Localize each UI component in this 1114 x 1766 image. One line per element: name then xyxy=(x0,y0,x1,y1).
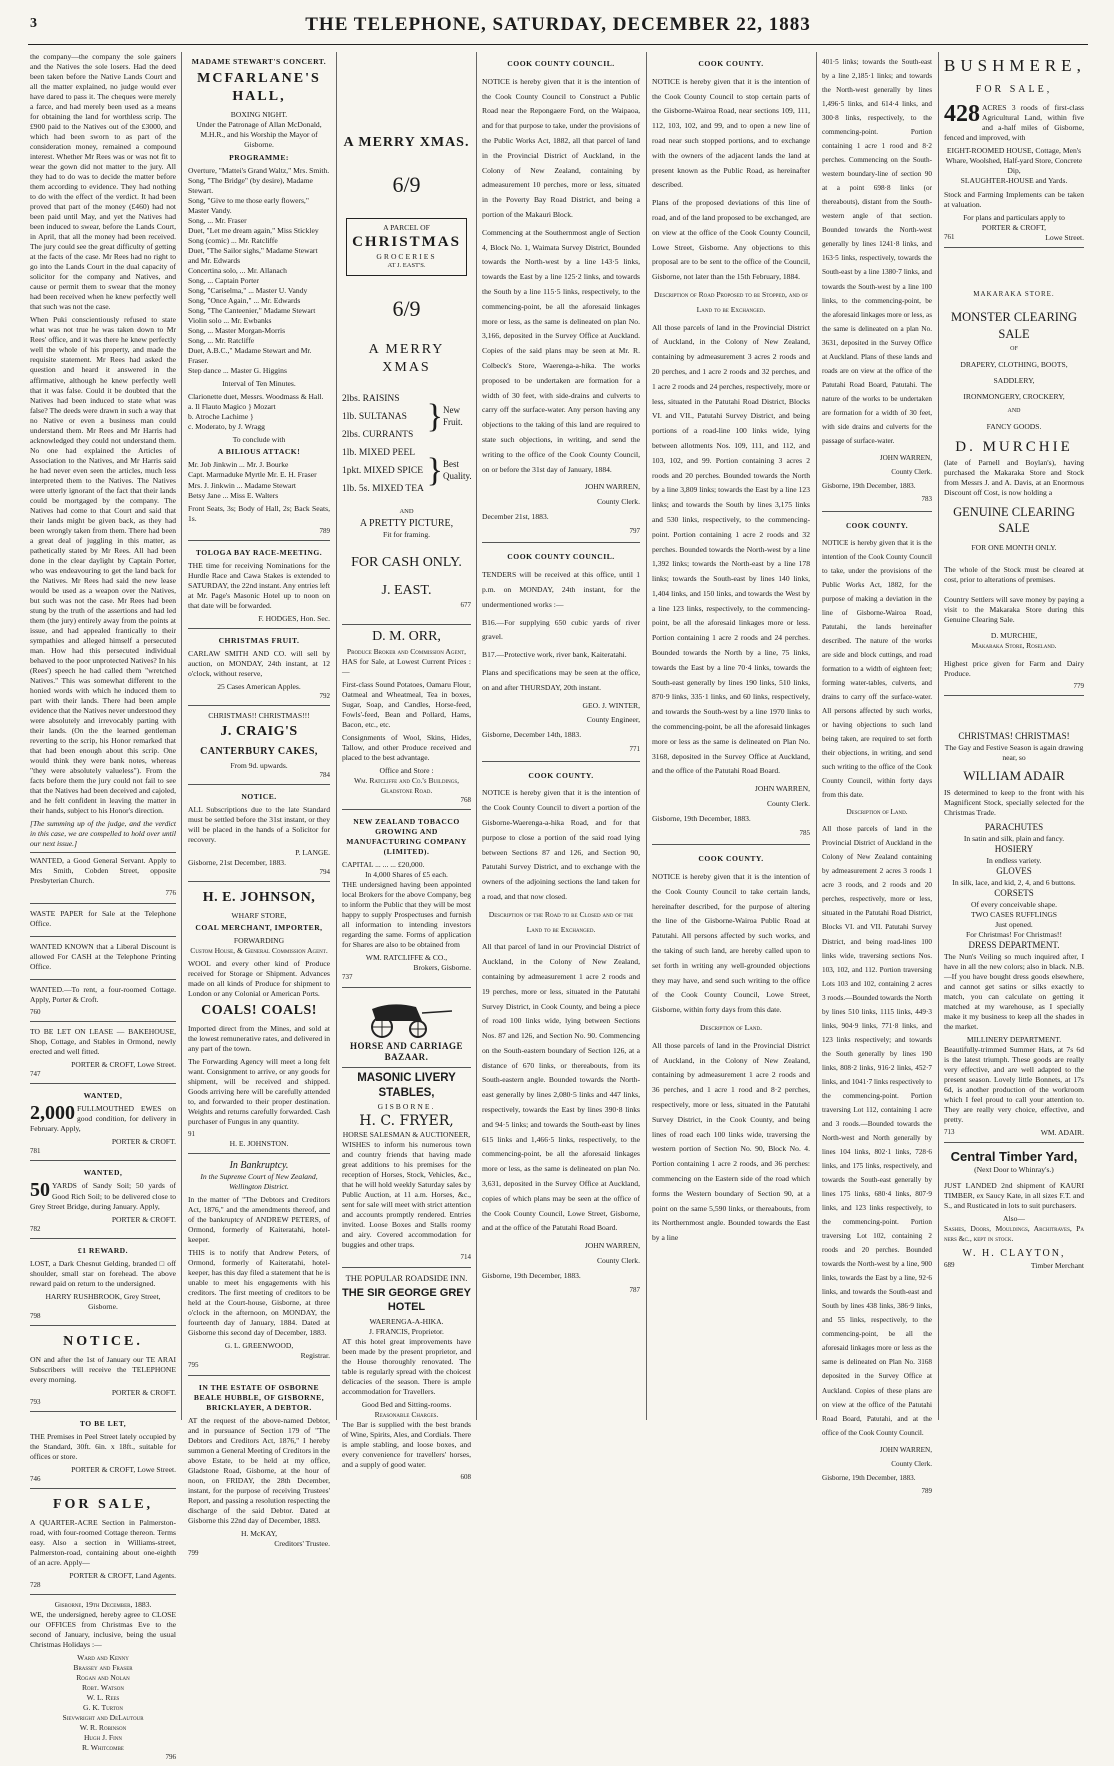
ad-races: TOLOGA BAY RACE-MEETING. THE time for receiving Nominations for the Hurdle Race and Cawa Stakes is extended to SATURDAY, the 22nd instant. Any entries left at Mr. Page's Masonic Hotel up to noon on that date will be forwarded. F. HODGES, Hon. Sec. xyxy=(188,543,330,629)
article-paragraph: When Puki conscientiously refused to state what was not true he was taken down to Mr Rees' office, and it was there he knew perfectly well the whole of his property, and made the requisite statement. Mr Rees had asked the question and heard it answered in the affirmative, although he knew perfectly well that it was false. Could it be doubted that the Natives had been induced to state what was false? The deeds were drawn in such a way that no Native or even a business man could understand them. Mr Rees and Mr Harris had acknowledged they could not understand them. No one had explained the Articles of Association to the Natives, and Mr Harris said he had never even seen the articles, much less interpreted them to the Natives. The Natives were utterly ignorant of the fact that their lands could be mortgaged by the company. The Natives had come to that Court and said that their lands might be given back, as they had been wrongly taken from them. There had been a great deal of juggling in this matter, as pathetically stated by Mr Rees. All had been done in the clear daylight by Captain Porter, who was endeavouring to get the land back for the Natives. Mr Rees had said the new lease would be used as a weapon over the Natives, but such was not the case. Mr Rees had been stung by the truth of the assertions and had led them (the jury) entirely away from the points at issue, and had appealed frantically to their sympathies and alleged himself a persecuted man. How had this persecuted individual behaved to the poor unprotected Natives? In his (Rees') speech he had called them "wretched Natives." This was somewhat different to the honied words with which he induced them to part with their lands. There had been ample evidence that the Natives never understood they were absolutely and irrevocably parting with their lands. (On the the learned gentleman reverting to the scrip, his Honor remarked that that had been enough about this scrip. One would think they were bank notes, whereas "they were absolutely valueless"). From the facts before them the jury could not fail to see that the Natives had been deceived and cajoled, and he felt confident in leaving the matter in their hands, subject to his Honor's direction. xyxy=(30,315,176,816)
ad-estate: IN THE ESTATE OF OSBORNE BEALE HUBBLE, OF GISBORNE, BRICKLAYER, A DEBTOR. AT the request of the above-named Debtor, and in pursuance of Section 179 of "The Debtors and Creditors Act, 1876," I hereby summon a General Meeting of Creditors in the above Estate, to be held at my office, Gladstone Road, Gisborne, at the hour of noon, on FRIDAY, the 28th December, instant, for the purpose of receiving Trustees' Report, and passing a resolution respecting the discharge of the said Debtor. Dated at Gisborne this 22nd day of December, 1883. H. McKAY, Creditors' Trustee. 799 xyxy=(188,1382,330,1557)
ad-johnson: H. E. JOHNSON, WHARF STORE, COAL MERCHANT, IMPORTER, FORWARDING Custom House, & General Commission Agent. WOOL and every other kind of Produce received for Storage or Shipment. Advances made on all kinds of Produce for shipment to London or any Colonial or American Ports. COALS! COALS! Imported direct from the Mines, and sold at the lowest remunerative rates, and delivered in any part of the town. The Forwarding Agency will meet a long felt want. Consignment to arrive, or any goods for shipment, will be received and shipped. Goods arriving here will be carefully attended to, and forwarded to their proper destination. Weights and returns carefully forwarded. Cash purchaser of Fungus in any quantity. 91 H. E. JOHNSTON. xyxy=(188,884,330,1153)
column-4 xyxy=(478,52,644,1420)
article-paragraph: the company—the company the sole gainers and the Natives the sole losers. Had the deed been taken before the Native Lands Court and all the matter explained, no judge would ever have dared to pass it. The cheques were merely a farce, and had merely been used as a means for obtaining the land for worthless scrip. The £900 paid to the Natives out of the £3000, and which had been sworn to as part of the consideration money, remained a compound interest. Whether Mr Rees was or was not fit to wear the gown did not matter to the jury. All they had to do was to decide the matter before them according to evidence. They had nothing to do with the effect of the verdict. It had been proved that part of the money (£460) had not been paid until May, and yet the Natives had been induced to swear, before the Lands Court, in April, that all the money had been received. The jury could see the great difficulty of getting at the facts of the case. Mr Rees had no right to go into the Lands Court in the dual capacity of solicitor for the company and Natives, and cause or permit them to swear that the money had been received when he knew perfectly well that such was not the case. xyxy=(30,52,176,312)
page-number: 3 xyxy=(30,16,37,31)
ad-fryer: HORSE AND CARRIAGE BAZAAR. MASONIC LIVERY STABLES, GISBORNE. H. C. FRYER, HORSE SALESMAN & AUCTIONEER, WISHES to inform his numerous town and country friends that having made great additions to his premises for the reception of Horses, Stock, Vehicles, &c., that he will hold weekly Saturday sales by Public Auction, at 11 a.m. Horses, &c., sent for sale will meet with strict attention and accounts promptly rendered. Entries invited. Loose Boxes and Stalls roomy and airy. Covered accommodation for buggies and other traps. 714 xyxy=(342,990,471,1268)
ad-notice-lange: NOTICE. ALL Subscriptions due to the late Standard must be settled before the 31st instant, or they will be placed in the hands of a Solicitor for recovery. P. LANGE. Gisborne, 21st December, 1883. 794 xyxy=(188,787,330,882)
grocery-list-a: 2lbs. RAISINS 1lb. SULTANAS 2lbs. CURRANTS } New Fruit. xyxy=(342,393,463,440)
ad-discount: WANTED KNOWN that a Liberal Discount is allowed For CASH at the Telephone Printing Office. xyxy=(30,939,176,980)
notice-road-closure: COOK COUNTY. NOTICE is hereby given that it is the intention of the Cook County Council to divert a portion of the Gisborne-Waerenga-a-hika Road, and for that purpose to close a portion of the said road lying between Sections 87 and 126, and Section 90, Patutahi Survey District, and to exchange with the owners of the adjoining sections the land taken for a road, and that now closed. Description of the Road to be Closed and of the Land to be Exchanged. All that parcel of land in our Provincial District of Auckland, in the Colony of New Zealand, containing by admeasurement 1 acre 2 roods and 19 perches, more or less, situated in the Patutahi Survey District, in Cook County, and being a piece of road 100 links wide, lying between Sections Nos. 87 and 126, and Section No. 90. Commencing on the South-eastern boundary of Section 126, at a distance of 670 links, or thereabouts, from its South-eastern angle. Bounded towards the North-east generally by lines 2,080·5 links and 447 links, respectively, towards the East by lines 390·8 links and 94·5 links; and towards the South-east by lines 615 links and 1,466·5 links, respectively, to the commencing-point, be all the aforesaid linkages more or less, as the same is delineated on plan No. 3,631, deposited in the Survey Office at Auckland, copies of which plans may be seen at the office of the Cook County Council, Lowe Street, Gisborne, and at the office of the Patutahi Road Board. JOHN WARREN, County Clerk. Gisborne, 19th December, 1883. 787 xyxy=(482,770,640,1294)
court-article xyxy=(30,52,176,849)
ad-timber: Central Timber Yard, (Next Door to Whinray's.) JUST LANDED 2nd shipment of KAURI TIMBER, ex Saucy Kate, in all sizes F.T. and S., and Rusticated in lots to suit purchasers. Also— Sashes, Doors, Mouldings, Architraves, Pa ners &c., kept in stock. W. H. CLAYTON, 689 Timber Merchant xyxy=(944,1149,1084,1270)
ad-east-groceries: A MERRY XMAS. 6/9 A PARCEL OF CHRISTMAS GROCERIES AT J. EAST'S. 6/9 A MERRY XMAS 2lbs. RAISINS 1lb. SULTANAS 2lbs. CURRANTS } New Fruit. 1lb. MIXED PEEL 1pkt. MIXED SPICE 1lb. 5s. MIXED TEA } Best Quality. AND A PRETTY PICTURE, Fit for framing. FOR CASH ONLY. J. EAST. 677 xyxy=(342,135,472,609)
notice-patutahi-road: COOK COUNTY. NOTICE is hereby given that it is the intention of the Cook County Council to take certain lands, hereinafter described, for the purpose of altering the line of the Gisborne-Wairoa Public Road at Patutahi. All persons affected by such works, and the taking of such land, are hereby called upon to set forth in writing any well-grounded objections they may have, and send such writing to the office of the Cook County Council, Lowe Street, Gisborne, within forty days from this date. Description of Land. All those parcels of land in the Provincial District of Auckland, in the Colony of New Zealand, containing by admeasurement 1 acre 2 roods and 36 perches, and 1 acre 1 rood and 8·2 perches, respectively, more or less, situated in the Patutahi Survey District, in the Cook County, and being lines of road each 100 links wide, traversing the western portion of Section No. 90, Block No. 4. Portion containing 1 acre 2 roods, and 36 perches: commencing on the Eastern side of the road which forms the Western boundary of Section 90, at a point on the same 5,590 links, or thereabouts, from its Northernmost angle. Bounded towards the East by a line xyxy=(652,854,810,1243)
notice-tenders: COOK COUNTY COUNCIL. TENDERS will be received at this office, until 1 p.m. on MONDAY, 24th instant, for the undermentioned works :— B16.—For supplying 650 cubic yards of river gravel. B17.—Protective work, river bank, Kaiteratahi. Plans and specifications may be seen at the office, on and after THURSDAY, 20th instant. GEO. J. WINTER, County Engineer, Gisborne, December 14th, 1883. 771 xyxy=(482,545,640,761)
notice-repongaere-road: COOK COUNTY COUNCIL. NOTICE is hereby given that it is the intention of the Cook County Council to Construct a Public Road near the Repongaere Ford, on the Waipaoa, and for that purpose to take, under the provisions of the Public Works Act, 1882, all that parcel of land in the Provincial District of Auckland, in the Colony of New Zealand, containing by admeasurement 10 perches, more or less, situated in the Poverty Bay Road District, and being a portion of the Makauri Block. Commencing at the Southernmost angle of Section 4, Block No. 1, Waimata Survey District, Bounded towards the North-west by a line 143·5 links, towards the East by a line 125·2 links, and towards the South by a line 115·5 links, respectively, to the commencing-point, be all the aforesaid linkages more or less, as the same is delineated on plan No. 3,166, deposited in the Survey Office at Auckland. Copies of the said plans may be seen at Mr. R. Colbeck's Store, Waerenga-a-hika. The works proposed to be undertaken are formation for a width of 30 feet, with side-drains and culverts to carry off the surface-water. Any person having any objections to the taking of this land are required to state such objections, in writing, and send the writing to the office of the Cook County Council, on or before the 31st day of January, 1884. JOHN WARREN, County Clerk. December 21st, 1883. 797 xyxy=(482,52,640,543)
column-7 xyxy=(940,52,1088,1420)
ad-cakes: CHRISTMAS!! CHRISTMAS!!! J. CRAIG'S CANTERBURY CAKES, From 9d. upwards. 784 xyxy=(188,708,330,785)
ad-grey-hotel: THE POPULAR ROADSIDE INN. THE SIR GEORGE GREY HOTEL WAERENGA-A-HIKA. J. FRANCIS, Proprietor. AT this hotel great improvements have been made by the present proprietor, and the House thoroughly renovated. The table is regularly spread with the choicest delicacies of the season. There is ample accommodation for Travellers. Good Bed and Sitting-rooms. Reasonable Charges. The Bar is supplied with the best brands of Wine, Spirits, Ales, and Cordials. There is ample stabling, and loose boxes, and every convenience for travellers' horses, and a supply of good water. 608 xyxy=(342,1272,471,1481)
ad-cottage: WANTED.—To rent, a four-roomed Cottage. Apply, Porter & Croft. 760 xyxy=(30,982,176,1022)
ad-fruit: CHRISTMAS FRUIT. CARLAW SMITH AND CO. will sell by auction, on MONDAY, 24th instant, at 12 o'clock, without reserve, 25 Cases American Apples. 792 xyxy=(188,631,330,706)
ad-waste-paper: WASTE PAPER for Sale at the Telephone Office. xyxy=(30,906,176,937)
ad-tobacco: NEW ZEALAND TOBACCO GROWING AND MANUFACTURING COMPANY (LIMITED). CAPITAL ... ... ... £20,000. In 4,000 Shares of £5 each. THE undersigned having been appointed local Brokers for the above Company, beg to inform the Public that they will be most happy to supply Prospectuses and furnish all information to intending investors regarding the same. Forms of application for Shares are also to be obtained from WM. RATCLIFFE & CO., Brokers, Gisborne. 737 xyxy=(342,812,471,987)
ad-makaraka: MAKARAKA STORE. MONSTER CLEARING SALE OF DRAPERY, CLOTHING, BOOTS, SADDLERY, IRONMONGERY, CROCKERY, AND FANCY GOODS. D. MURCHIE (late of Parnell and Boylan's), having purchased the Makaraka Store and Stock from Messrs J. and A. Davis, at an Enormous Discount off Cost, is now holding a GENUINE CLEARING SALE FOR ONE MONTH ONLY. The whole of the Stock must be cleared at cost, prior to alterations of premises. Country Settlers will save money by paying a visit to the Makaraka Store during this Genuine Clearing Sale. D. MURCHIE, Makaraka Store, Roseland. Highest price given for Farm and Dairy Produce. 779 xyxy=(944,250,1084,696)
programme-list: Overture, "Mattei's Grand Waltz," Mrs. Smith. Song, "The Bridge" (by desire), Madame Stewart. Song, "Give to me those early flowers," Master Vandy. Song, ... Mr. Fraser Duet, "Let me dream again," Miss Stickley Song (comic) ... Mr. Ratcliffe Duet, "The Sailor sighs," Madame Stewart and Mr. Edwards Concertina solo, ... Mr. Allanach Song, ... Captain Porter Song, "Cariselma," ... Master U. Vandy Song, "Once Again," ... Mr. Edwards Song, "The Canteenier," Madame Stewart Violin solo ... Mr. Ewbanks Song, ... Master Morgan-Morris Song, ... Mr. Ratcliffe Duet, A.B.C.," Madame Stewart and Mr. Fraser. Step dance ... Master G. Higgins xyxy=(188,166,330,376)
ad-bushmere: BUSHMERE, FOR SALE, 428 ACRES 3 roods of first-class Agricultural Land, within five and a-half miles of Gisborne, fenced and improved, with EIGHT-ROOMED HOUSE, Cottage, Men's Whare, Woolshed, Half-yard Store, Concrete Dip, SLAUGHTER-HOUSE and Yards. Stock and Farming Implements can be taken at valuation. For plans and particulars apply to PORTER & CROFT, 761 Lowe Street. xyxy=(944,52,1084,248)
ad-adair: CHRISTMAS! CHRISTMAS! The Gay and Festive Season is again drawing near, so WILLIAM ADAIR IS determined to keep to the front with his Magnificent Stock, specially selected for the Christmas Trade. PARACHUTES In satin and silk, plain and fancy. HOSIERY In endless variety. GLOVES In silk, lace, and kid, 2, 4, and 6 buttons. CORSETS Of every conceivable shape. TWO CASES RUFFLINGS Just opened. For Christmas! For Christmas!! DRESS DEPARTMENT. The Nun's Veiling so much inquired after, I have in all the new colors; also in black. N.B.—If you have bought dress goods elsewhere, and cannot get satins or silks exactly to match, you can calculate on getting it matched at my warehouse, as I specially make it my business to keep all the shades in the market. MILLINERY DEPARTMENT. Beautifully-trimmed Summer Hats, at 7s 6d is the latest triumph. These goods are really very effective, and are well adapted to the present season. Lovely little Bonnets, at 17s 6d, is another production of the workroom which I feel proud to call your attention to. They are really very choice, effective, and pretty. 713 WM. ADAIR. xyxy=(944,698,1084,1143)
ad-bankruptcy: In Bankruptcy. In the Supreme Court of New Zealand, Wellington District. In the matter of "The Debtors and Creditors Act, 1876," and the amendments thereof, and of the bankruptcy of ANDREW PETERS, of Ormond, formerly of Kaiteratahi, hotel-keeper. THIS is to notify that Andrew Peters, of Ormond, formerly of Kaiteratahi, hotel-keeper, has this day filed a statement that he is unable to meet his engagements with his creditors. The first meeting of creditors to be held at the Court-house, Gisborne, at three o'clock in the afternoon, on MONDAY, the fourteenth day of January, 1884. Dated at Gisborne this second day of December, 1883. G. L. GREENWOOD, Registrar. 795 xyxy=(188,1156,330,1376)
ad-to-be-let: TO BE LET, THE Premises in Peel Street lately occupied by the Standard, 30ft. 6in. x 18ft., suitable for offices or store. PORTER & CROFT, Lowe Street. 746 xyxy=(30,1414,176,1489)
ad-bakehouse: TO BE LET ON LEASE — BAKEHOUSE, Shop, Cottage, and Stables in Ormond, newly erected and well fitted. PORTER & CROFT, Lowe Street. 747 xyxy=(30,1024,176,1084)
ad-notice-te-arai: NOTICE. ON and after the 1st of January our TE ARAI Subscribers will receive the TELEPHONE every morning. PORTER & CROFT. 793 xyxy=(30,1328,176,1412)
ad-for-sale: FOR SALE, A QUARTER-ACRE Section in Palmerston-road, with four-roomed Cottage thereon. Terms easy. Also a section in Williams-street, Palmerston-road, containing about one-eighth of an acre. Apply— PORTER & CROFT, Land Agents. 728 xyxy=(30,1491,176,1595)
column-3 xyxy=(338,52,475,1481)
grocery-list-b: 1lb. MIXED PEEL 1pkt. MIXED SPICE 1lb. 5s. MIXED TEA } Best Quality. xyxy=(342,448,472,495)
masthead-title: THE TELEPHONE, SATURDAY, DECEMBER 22, 1883 xyxy=(305,14,811,35)
masthead xyxy=(28,14,1088,45)
notice-patutahi-continued: 401·5 links; towards the South-east by a line 2,185·1 links; and towards the North-west generally by lines 1,496·5 links, and 614·4 links, and 300·8 links, respectively, to the commencing-point. Portion containing 1 acre 1 rood and 8·2 perches. Commencing on the South-western boundary-line of section 90 at a point 698·8 links (or thereabouts), distant from the South-western angle of that section. Bounded towards the North-west generally by lines 1241·8 links, and 163·5 links, respectively, towards the South-east by a line 1380·7 links, and towards the South-west by a line 100 links, to the commencing-point, be the aforesaid linkages more or less, as the same is delineated on a plan No. 3631, deposited in the Survey Office at Auckland. Plans of these lands and roads are on view at the office of the Patutahi Road Board, Patutahi. The nature of the works to be undertaken are formation for a width of 30 feet, with side drains and culverts for the passage of surface-water. JOHN WARREN, County Clerk. Gisborne, 19th December, 1883. 783 xyxy=(822,52,932,512)
ad-reward: £1 REWARD. LOST, a Dark Chesnut Gelding, branded □ off shoulder, small star on forehead. The above reward paid on return to the undersigned. HARRY RUSHBROOK, Grey Street, Gisborne. 798 xyxy=(30,1241,176,1326)
christmas-box: A PARCEL OF CHRISTMAS GROCERIES AT J. EAST'S. xyxy=(346,218,467,276)
column-6 xyxy=(818,52,936,1495)
notice-wairoa-road: COOK COUNTY. NOTICE is hereby given that it is the intention of the Cook County Council to stop certain parts of the Gisborne-Wairoa Road, near sections 109, 111, 112, 103, 102, and 99, and to open a new line of road near such stopped portions, and to exchange with the owners of the adjacent lands the land at present known as the Public Road, as hereinafter described. Plans of the proposed deviations of this line of road, and of the land proposed to be exchanged, are on view at the office of the Cook County Council, Lowe Street, Gisborne. Any objections to this proposal are to be sent to the office of the Council, Gisborne, not later than the 15th February, 1884. Description of Road Proposed to be Stopped, and of Land to be Exchanged. All those parcels of land in the Provincial District of Auckland, in the Colony of New Zealand, containing by admeasurement 3 acres 2 roods and 20 perches, and 1 acre 2 roods and 32 perches, and 1 acre 2 roods and 24 perches, respectively, more or less, situated in the Patutahi Road District, Blocks VI. and VII., Patutahi Survey District, and being portions of a road-line 100 links wide, lying between allotments Nos. 109, 111, and 112, and 103, 102, and 99. Portion containing 3 acres 2 roods and 20 perches. Bounded towards the North by a line 3,809 links; towards the East by a line 123 links; and towards the South by lines 3,175 links and 530 links, respectively, to the commencing-point. Portion containing 1 acre 2 roods and 32 perches. Bounded towards the North-west by a line 1,392 links; towards the North-east by a line 178 links; towards the South-east by lines 140 links, 1,404 links, and 150 links, and towards the West by a line 123 links, respectively, to the commencing-point, be all the aforesaid linkages more or less. Portion containing 1 acre 2 roods and 24 perches. Bounded towards the North by a line, 75 links, towards the East by a line 70·4 links, towards the South-east generally by lines 190 links, 510 links, 870·9 links, 335·1 links, and 60 links, respectively, and towards the South-west by a line 1970 links to the commencing-point, be all the aforesaid linkages more or less as the same is delineated on Plan No. 3168, deposited in the Survey Office at Auckland, and the office of the Patutahi Road Board. JOHN WARREN, County Clerk. Gisborne, 19th December, 1883. 785 xyxy=(652,52,810,845)
article-paragraph: [The summing up of the judge, and the verdict in this case, we are compelled to hold over until our next issue.] xyxy=(30,819,176,849)
ad-soil: WANTED, 50 YARDS of Sandy Soil; 50 yards of Good Rich Soil; to be delivered close to Grey Street Bridge, during January. Apply, PORTER & CROFT. 782 xyxy=(30,1163,176,1238)
ad-orr: D. M. ORR, Produce Broker and Commission Agent, HAS for Sale, at Lowest Current Prices :— First-class Sound Potatoes, Oamaru Flour, Oatmeal and Wheatmeal, Tea in boxes, Sugar, Soap, and Candles, Horse-feed, Fowls'-feed, Bean and Pollard, Hams, Bacon, etc., etc. Consignments of Wool, Skins, Hides, Tallow, and other Produce received and placed to the best advantage. Office and Store : Wm. Ratcliffe and Co.'s Buildings, Gladstone Road. 768 xyxy=(342,624,471,810)
column-1 xyxy=(26,52,180,1762)
ad-close-offices: Gisborne, 19th December, 1883. WE, the undersigned, hereby agree to CLOSE our OFFICES from Christmas Eve to the second of January, inclusive, being the usual Christmas Holidays :— Ward and Kenny Brassey and Fraser Rogan and Nolan Robt. Watson W. L. Rees G. K. Turton Sievwright and DeLautour W. R. Robinson Hugh J. Finn R. Whitcombe 796 xyxy=(30,1599,176,1762)
ad-servant: WANTED, a Good General Servant. Apply to Mrs Smith, Cobden Street, opposite Presbyterian Church. 776 xyxy=(30,852,176,903)
column-2 xyxy=(184,52,334,1557)
ad-ewes: WANTED, 2,000 FULLMOUTHED EWES on good condition, for delivery in February. Apply, PORTER & CROFT. 781 xyxy=(30,1086,176,1161)
column-5 xyxy=(648,52,814,1420)
carriage-icon xyxy=(352,999,462,1039)
ad-concert: MADAME STEWART'S CONCERT. MCFARLANE'S HALL, BOXING NIGHT. Under the Patronage of Allan McDonald, M.H.R., and his Worship the Mayor of Gisborne. PROGRAMME: Overture, "Mattei's Grand Waltz," Mrs. Smith. Song, "The Bridge" (by desire), Madame Stewart. Song, "Give to me those early flowers," Master Vandy. Song, ... Mr. Fraser Duet, "Let me dream again," Miss Stickley Song (comic) ... Mr. Ratcliffe Duet, "The Sailor sighs," Madame Stewart and Mr. Edwards Concertina solo, ... Mr. Allanach Song, ... Captain Porter Song, "Cariselma," ... Master U. Vandy Song, "Once Again," ... Mr. Edwards Song, "The Canteenier," Madame Stewart Violin solo ... Mr. Ewbanks Song, ... Master Morgan-Morris Song, ... Mr. Ratcliffe Duet, A.B.C.," Madame Stewart and Mr. Fraser. Step dance ... Master G. Higgins Interval of Ten Minutes. Clarionette duet, Messrs. Woodmass & Hall. a. Il Flauto Magico } Mozart b. Atroche Lachime } c. Moderato, by J. Wragg To conclude with A BILIOUS ATTACK! Mr. Job Jinkwin ... Mr. J. Bourke Capt. Marmaduke Myrtle Mr. E. H. Fraser Mrs. J. Jinkwin ... Madame Stewart Betsy Jane ... Miss E. Walters Front Seats, 3s; Body of Hall, 2s; Back Seats, 1s. 789 xyxy=(188,52,330,541)
notice-deviation: COOK COUNTY. NOTICE is hereby given that it is the intention of the Cook County Council to take, under the provisions of the Public Works Act, 1882, for the purpose of making a deviation in the line of Gisborne-Wairoa Road, Patutahi, the lands hereinafter described. The nature of the works are side and block cuttings, and road formation to a width of eighteen feet; forming water-tables, culverts, and drains to carry off the surface-water. All persons affected by such works, or having objections to such land being taken, are required to set forth their objections, in writing, and send such writing to the office of the Cook County Council, within forty days from this date. Description of Land. All those parcels of land in the Provincial District of Auckland in the Colony of New Zealand containing by admeasurement 2 acres 3 roods 1 acre 3 roods, and 2 roods and 20 perches, respectively, more or less, situated in the Patutahi Road District, Blocks VI. and VII. Patutahi Survey District, and being road-lines 100 links wide, traversing sections Nos. 103, 102, and 112. Portion traversing Lots 103 and 102, containing 2 acres 3 roods.—Bounded towards the North by lines 510 links, 1115 links, 449·3 links, 904·9 links, 771·8 links, and 123 links respectively; and towards the South generally by lines 190 links, 808·2 links, 916·2 links, 452·7 links, and 1041·7 links respectively to the commencing-point. Portion traversing Lot 112, containing 1 acre and 3 roods.—Bounded towards the North-west and North generally by lines 104 links, 802·1 links, 728·6 links, and 175 links, respectively, and towards the South-east generally by lines 175 links, 680·4 links, 807·9 links, and 123 links respectively, to the commencing-point. Portion traversing Lot 102, containing 2 roods and 20 perches. Bounded towards the North-west by a line, 900 links, towards the East by a line, 92·6 links, and towards the South-east and South by lines 438 links, 386·9 links, and 55 links, respectively, to the commencing-point, be all the aforesaid linkages more or less as the same is delineated on Plan No. 3168 deposited in the Survey Office at Auckland. Copies of these plans are on view at the office of the Patutahi Road Board, Patutahi, and at the office of the Cook County Council. JOHN WARREN, County Clerk. Gisborne, 19th December, 1883. 789 xyxy=(822,521,932,1495)
